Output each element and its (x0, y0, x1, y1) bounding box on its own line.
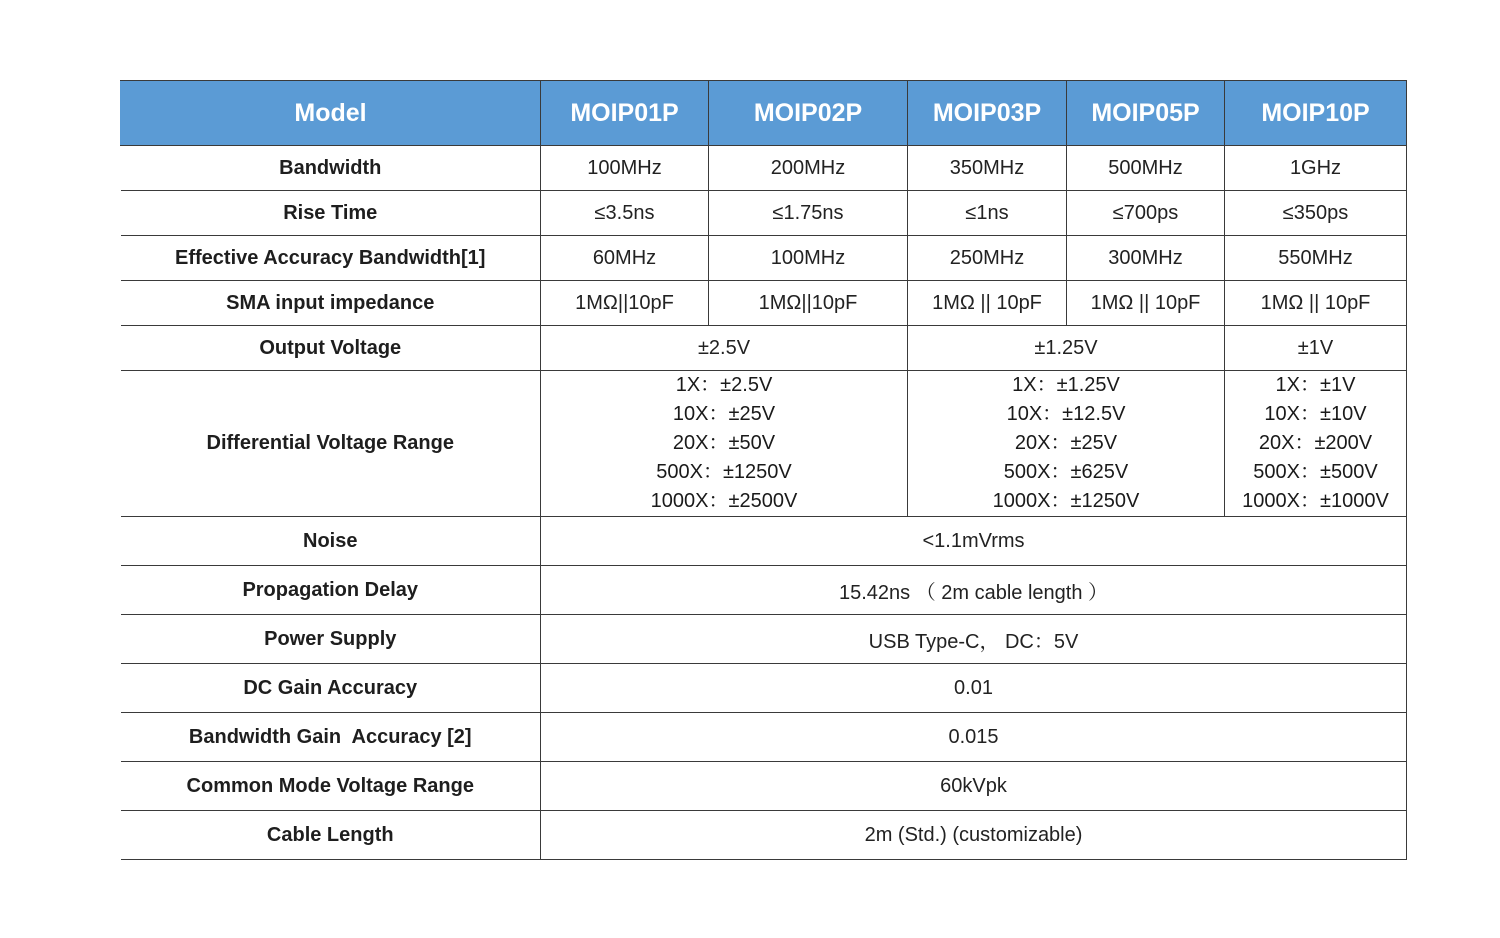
spec-table (120, 80, 1407, 860)
row-sma-input-impedance (121, 281, 1407, 326)
cell-value: ±1.25V (908, 326, 1225, 371)
row-cable-length (121, 811, 1407, 860)
cell-value: ≤350ps (1225, 191, 1407, 236)
range-line: 20X：±25V (1014, 432, 1118, 454)
row-bandwidth (121, 146, 1407, 191)
row-differential-voltage-range (121, 371, 1407, 517)
row-label: Common Mode Voltage Range (121, 762, 541, 811)
row-label: Cable Length (121, 811, 541, 860)
cell-value: 0.01 (541, 664, 1407, 713)
row-label: Bandwidth Gain Accuracy [2] (121, 713, 541, 762)
cell-value: ±2.5V (541, 326, 908, 371)
cell-value: 1MΩ||10pF (541, 281, 709, 326)
cell-range-group-3 (1225, 371, 1407, 517)
cell-value: 100MHz (709, 236, 908, 281)
range-line: 500X：±500V (1253, 461, 1378, 483)
cell-range-group-1 (541, 371, 908, 517)
row-common-mode-voltage-range (121, 762, 1407, 811)
header-model-5: MOIP10P (1225, 81, 1407, 146)
cell-value: ≤1ns (908, 191, 1067, 236)
row-bandwidth-gain-accuracy (121, 713, 1407, 762)
cell-value: 100MHz (541, 146, 709, 191)
range-line: 10X：±12.5V (1006, 403, 1126, 425)
cell-value: 350MHz (908, 146, 1067, 191)
row-label: Noise (121, 517, 541, 566)
row-output-voltage (121, 326, 1407, 371)
range-line: 10X：±25V (672, 403, 776, 425)
row-label: Rise Time (121, 191, 541, 236)
cell-value: 550MHz (1225, 236, 1407, 281)
row-label: Propagation Delay (121, 566, 541, 615)
cell-value: ≤3.5ns (541, 191, 709, 236)
row-dc-gain-accuracy (121, 664, 1407, 713)
range-line: 10X：±10V (1264, 403, 1367, 425)
cell-value: <1.1mVrms (541, 517, 1407, 566)
row-label: Bandwidth (121, 146, 541, 191)
header-model-1: MOIP01P (541, 81, 709, 146)
range-line: 1000X：±1250V (992, 490, 1140, 512)
range-line: 500X：±625V (1003, 461, 1129, 483)
cell-value: 200MHz (709, 146, 908, 191)
row-power-supply (121, 615, 1407, 664)
header-model-3: MOIP03P (908, 81, 1067, 146)
cell-value: ≤700ps (1067, 191, 1225, 236)
range-line: 20X：±200V (1258, 432, 1373, 454)
row-rise-time (121, 191, 1407, 236)
cell-value: ±1V (1225, 326, 1407, 371)
cell-value: 1MΩ||10pF (709, 281, 908, 326)
range-line: 1X：±1.25V (1012, 374, 1120, 396)
cell-value: 500MHz (1067, 146, 1225, 191)
row-label: DC Gain Accuracy (121, 664, 541, 713)
range-line: 20X：±50V (672, 432, 776, 454)
row-noise (121, 517, 1407, 566)
row-label: Effective Accuracy Bandwidth[1] (121, 236, 541, 281)
cell-value: 15.42ns （ 2m cable length ） (541, 566, 1407, 615)
range-line: 1X：±1V (1275, 374, 1356, 396)
cell-value: 1MΩ || 10pF (1067, 281, 1225, 326)
row-propagation-delay (121, 566, 1407, 615)
row-label: Output Voltage (121, 326, 541, 371)
cell-value: 2m (Std.) (customizable) (541, 811, 1407, 860)
header-model-2: MOIP02P (709, 81, 908, 146)
range-line: 1000X：±1000V (1242, 490, 1389, 512)
range-line: 1000X：±2500V (650, 490, 798, 512)
cell-value: 60MHz (541, 236, 709, 281)
cell-value: USB Type-C， DC：5V (541, 615, 1407, 664)
range-line: 1X：±2.5V (675, 374, 773, 396)
header-model-label: Model (121, 81, 541, 146)
header-model-4: MOIP05P (1067, 81, 1225, 146)
cell-value: 1GHz (1225, 146, 1407, 191)
cell-value: ≤1.75ns (709, 191, 908, 236)
cell-value: 300MHz (1067, 236, 1225, 281)
cell-value: 0.015 (541, 713, 1407, 762)
range-line: 500X：±1250V (656, 461, 792, 483)
row-effective-accuracy-bandwidth (121, 236, 1407, 281)
cell-range-group-2 (908, 371, 1225, 517)
row-label: Differential Voltage Range (121, 371, 541, 517)
row-label: SMA input impedance (121, 281, 541, 326)
cell-value: 1MΩ || 10pF (1225, 281, 1407, 326)
row-label: Power Supply (121, 615, 541, 664)
cell-value: 250MHz (908, 236, 1067, 281)
cell-value: 1MΩ || 10pF (908, 281, 1067, 326)
header-row (121, 81, 1407, 146)
cell-value: 60kVpk (541, 762, 1407, 811)
